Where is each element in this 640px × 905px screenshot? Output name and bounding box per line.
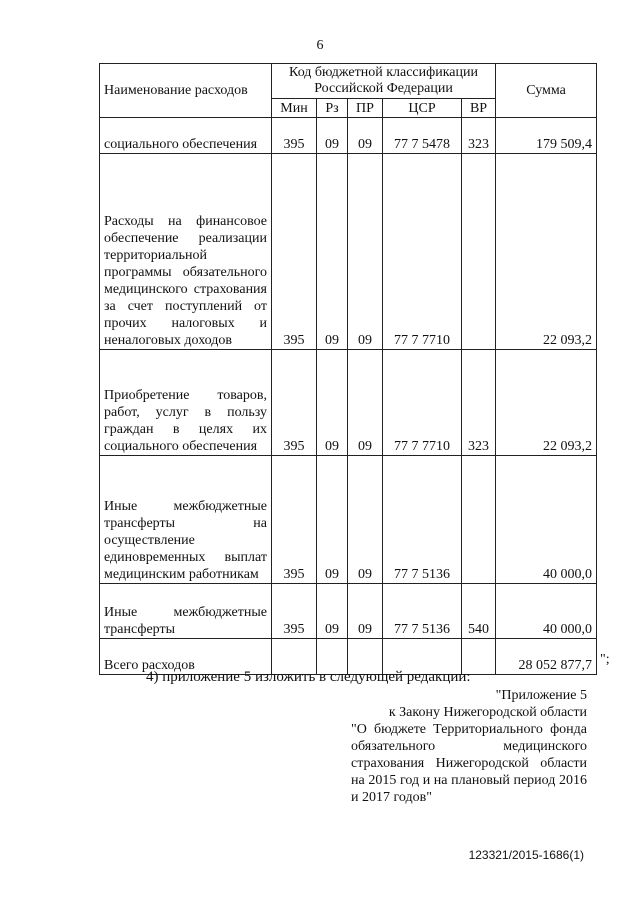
row-rz: 09: [317, 456, 348, 584]
total-label: Всего расходов: [100, 639, 272, 675]
header-pr: ПР: [348, 99, 383, 118]
row-pr: 09: [348, 350, 383, 456]
row-csr: 77 7 5136: [383, 584, 462, 639]
table-row: [100, 350, 597, 456]
row-min: 395: [272, 118, 317, 154]
row-sum: 179 509,4: [496, 118, 597, 154]
table-row: [100, 154, 597, 350]
row-vr: 323: [462, 118, 496, 154]
row-rz: 09: [317, 154, 348, 350]
row-sum: 22 093,2: [496, 154, 597, 350]
header-sum: Сумма: [496, 64, 597, 118]
total-sum: 28 052 877,7: [496, 639, 597, 675]
row-csr: 77 7 7710: [383, 350, 462, 456]
row-pr: 09: [348, 154, 383, 350]
row-csr: 77 7 5136: [383, 456, 462, 584]
row-csr: 77 7 5478: [383, 118, 462, 154]
header-code-group: Код бюджетной классификации Российской Федерации: [272, 64, 496, 99]
instruction-text: 4) приложение 5 изложить в следующей редакции:: [146, 669, 471, 685]
row-pr: 09: [348, 456, 383, 584]
row-min: 395: [272, 584, 317, 639]
row-sum: 40 000,0: [496, 456, 597, 584]
row-name: Приобретение товаров, работ, услуг в пользу граждан в целях их социального обеспечения: [100, 350, 272, 456]
row-name: социального обеспечения: [100, 118, 272, 154]
row-vr: [462, 154, 496, 350]
row-name: Расходы на финансовое обеспечение реализации территориальной программы обязательного медицинского страхования за счет поступлений от прочих налоговых и неналоговых доходов: [100, 154, 272, 350]
expenses-table: [99, 63, 597, 675]
table-row: [100, 456, 597, 584]
header-rz: Рз: [317, 99, 348, 118]
row-vr: 323: [462, 350, 496, 456]
row-pr: 09: [348, 118, 383, 154]
row-vr: 540: [462, 584, 496, 639]
row-csr: 77 7 7710: [383, 154, 462, 350]
row-rz: 09: [317, 584, 348, 639]
row-name: Иные межбюджетные трансферты на осуществление единовременных выплат медицинским работникам: [100, 456, 272, 584]
document-code: 123321/2015-1686(1): [468, 848, 584, 862]
appendix-title: "Приложение 5: [495, 688, 587, 703]
row-name: Иные межбюджетные трансферты: [100, 584, 272, 639]
row-sum: 22 093,2: [496, 350, 597, 456]
row-vr: [462, 456, 496, 584]
table-row: [100, 584, 597, 639]
header-vr: ВР: [462, 99, 496, 118]
page-number: 6: [316, 38, 324, 53]
row-min: 395: [272, 154, 317, 350]
appendix-law-ref: к Закону Нижегородской области: [388, 705, 587, 720]
row-min: 395: [272, 350, 317, 456]
header-min: Мин: [272, 99, 317, 118]
appendix-heading: [351, 687, 587, 806]
header-name: Наименование расходов: [100, 64, 272, 118]
row-pr: 09: [348, 584, 383, 639]
row-rz: 09: [317, 350, 348, 456]
header-csr: ЦСР: [383, 99, 462, 118]
appendix-law-name: "О бюджете Территориального фонда обязательного медицинского страхования Нижегородской области на 2015 год и на плановый период 2016 и 2017 годов": [351, 722, 587, 805]
closing-quote-mark: ";: [600, 652, 610, 667]
table-row: [100, 118, 597, 154]
row-min: 395: [272, 456, 317, 584]
row-rz: 09: [317, 118, 348, 154]
row-sum: 40 000,0: [496, 584, 597, 639]
